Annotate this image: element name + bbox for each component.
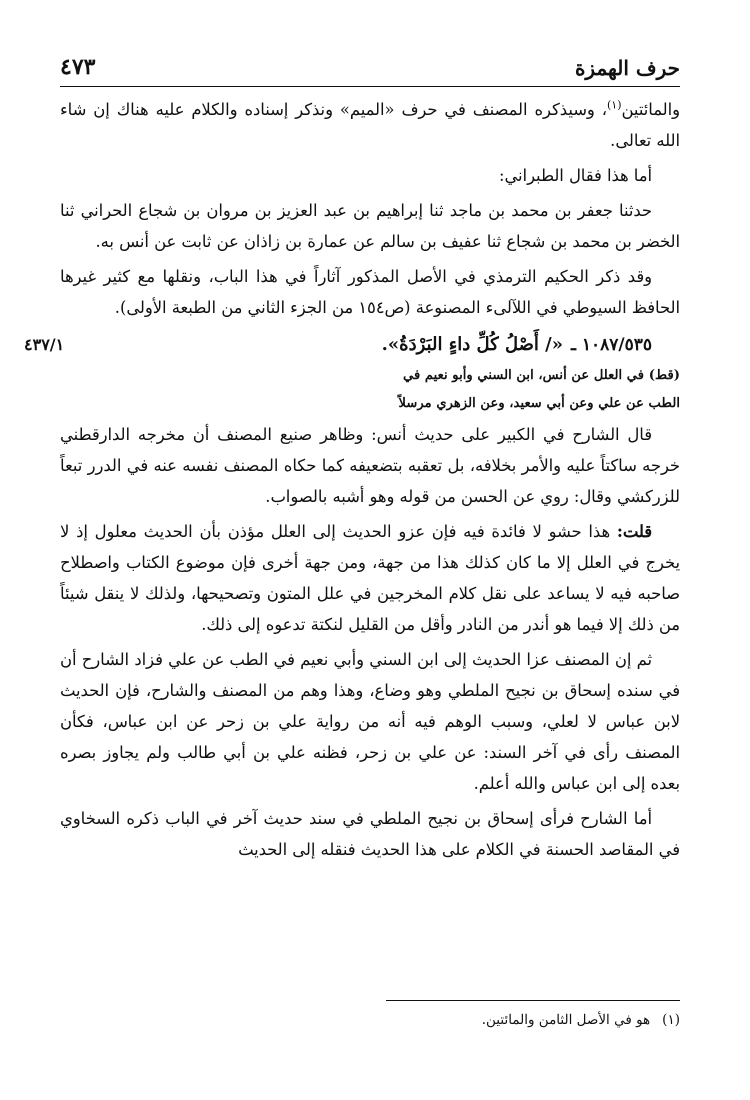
qult-text: هذا حشو لا فائدة فيه فإن عزو الحديث إلى العلل مؤذن بأن الحديث معلول إذ لا يخرج في العلل إلا ما كان كذلك هذا من جهة، ومن جهة أخرى فإن موضوع الكتاب واصطلاح صاحبه فيه لا يساعد على نقل كلام المخرجين في علل المتون وتصحيحها، ولذلك لا ينقل شيئاً من ذلك إلا فيما هو أندر من النادر وأقل من القليل لنكتة تدعوه إلى ذلك. <box>60 522 680 634</box>
page-header <box>60 52 680 86</box>
qult-paragraph <box>60 516 680 640</box>
commentary-paragraph: قال الشارح في الكبير على حديث أنس: وظاهر صنيع المصنف أن مخرجه الدارقطني خرجه ساكتاً عليه والأمر بخلافه، بل تعقبه بتضعيفه كما حكاه المصنف نفسه عنه في الدرر تبعاً للزركشي وقال: روي عن الحسن من قوله وهو أشبه بالصواب. <box>60 425 680 506</box>
paragraph-rest: ، وسيذكره المصنف في حرف «الميم» ونذكر إسناده والكلام عليه هناك إن شاء الله تعالى. <box>60 100 680 150</box>
footnote <box>60 1010 680 1030</box>
page-body <box>24 94 680 869</box>
footnote-text: هو في الأصل الثامن والمائتين. <box>481 1012 651 1028</box>
paragraph: وقد ذكر الحكيم الترمذي في الأصل المذكور آثاراً في هذا الباب، ونقلها مع كثير غيرها الحافظ السيوطي في اللآلىء المصنوعة (ص١٥٤ من الجزء الثاني من الطبعة الأولى). <box>60 267 680 317</box>
hadith-sources-line: الطب عن علي وعن أبي سعيد، وعن الزهري مرسلاً <box>398 396 680 411</box>
hadith-number: ١٠٨٧/٥٣٥ ـ <box>570 335 652 355</box>
footnote-number: (١) <box>662 1012 680 1028</box>
paragraph: أما هذا فقال الطبراني: <box>498 166 652 185</box>
header-rule <box>60 86 680 87</box>
chapter-title: حرف الهمزة <box>574 56 680 80</box>
hadith-sources-line: (قط) في العلل عن أنس، ابن السني وأبو نعيم في <box>402 368 680 383</box>
footnote-rule <box>386 1000 680 1001</box>
paragraph-start: والمائتين <box>621 100 680 119</box>
qult-label: قلت: <box>616 522 652 541</box>
paragraph <box>60 94 680 156</box>
page-number: ٤٧٣ <box>60 54 96 80</box>
hadith-text: «/ أَصْلُ كُلِّ داءٍ البَرْدَةُ». <box>381 334 563 355</box>
paragraph: ثم إن المصنف عزا الحديث إلى ابن السني وأبي نعيم في الطب عن علي فزاد الشارح أن في سنده إسحاق بن نجيح الملطي وهو وضاع، وهذا وهم من المصنف والشارح، فإن الحديث لابن عباس لا لعلي، وسبب الوهم فيه أنه من رواية علي بن زحر عن ابن عباس، فكأن المصنف رأى في آخر السند: عن علي بن زحر، فظنه علي بن أبي طالب ولم يجاوز بصره بعده إلى ابن عباس والله أعلم. <box>60 650 680 793</box>
isnad-paragraph: حدثنا جعفر بن محمد بن ماجد ثنا إبراهيم بن عبد العزيز بن مروان بن شجاع الحراني ثنا الخضر بن محمد بن شجاع ثنا عفيف بن سالم عن عمارة بن زاذان عن ثابت عن أنس به. <box>60 201 680 251</box>
hadith-heading <box>24 329 680 363</box>
hadith-reference: ٤٣٧/١ <box>24 335 65 354</box>
paragraph: أما الشارح فرأى إسحاق بن نجيح الملطي في سند حديث آخر في الباب ذكره السخاوي في المقاصد الحسنة في الكلام على هذا الحديث فنقله إلى الحديث <box>60 809 680 859</box>
footnote-marker: (١) <box>607 98 622 112</box>
